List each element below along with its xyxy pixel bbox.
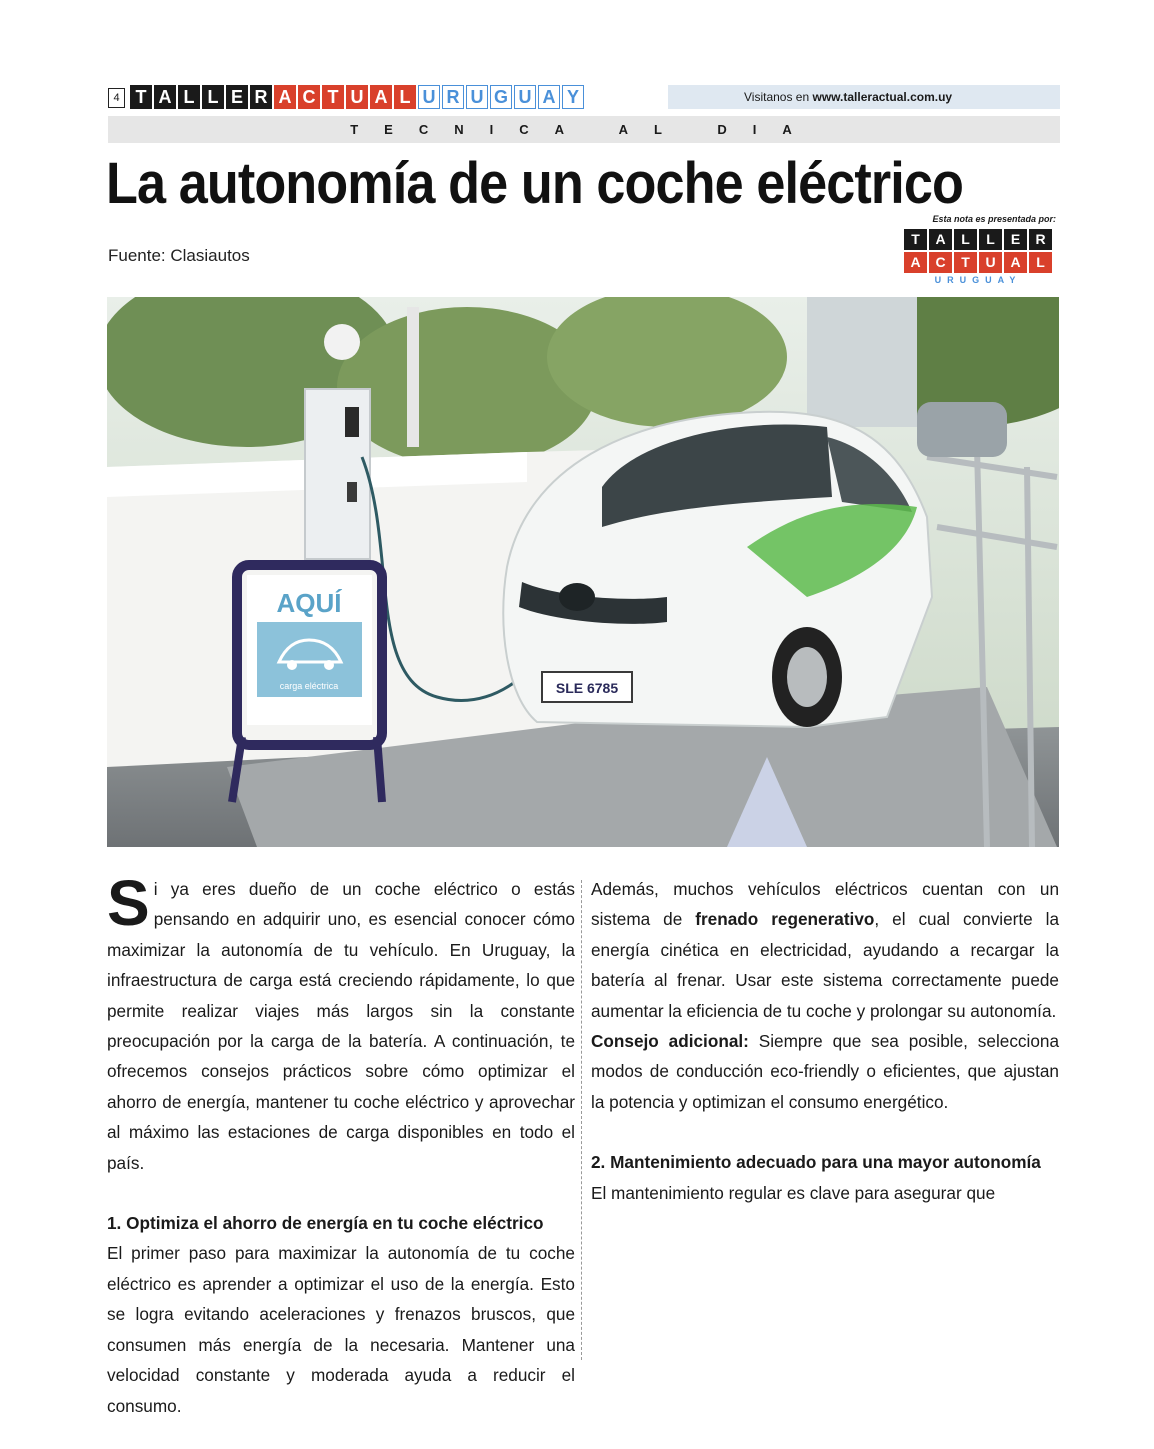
sponsor-logo-letter: L	[954, 229, 977, 250]
tip-text: Siempre que sea posible, selecciona modos de conducción eco-friendly o eficientes, que ajustan la potencia y optimizan el consumo energético.	[591, 1031, 1059, 1112]
sponsor-logo-letter: A	[929, 229, 952, 250]
sponsor-logo-letter: C	[929, 252, 952, 273]
tip-label: Consejo adicional:	[591, 1031, 749, 1052]
regen-bold: frenado regenerativo	[695, 909, 875, 930]
sponsor-logo-row	[900, 252, 1056, 273]
brand-letter: T	[322, 85, 344, 109]
sponsor-logo-letter: U	[979, 252, 1002, 273]
website-link[interactable]: www.talleractual.com.uy	[812, 90, 953, 104]
section1-heading: 1. Optimiza el ahorro de energía en tu coche eléctrico	[107, 1213, 544, 1234]
sponsor-logo-row	[900, 229, 1056, 250]
article-source: Fuente: Clasiautos	[108, 246, 250, 265]
website-banner	[668, 85, 1060, 109]
brand-letter: R	[442, 85, 464, 109]
sponsor-caption: Esta nota es presentada por:	[932, 214, 1056, 224]
section2-heading: 2. Mantenimiento adecuado para una mayor autonomía	[591, 1152, 1041, 1173]
brand-letter: E	[226, 85, 248, 109]
sponsor-logo-letter: T	[904, 229, 927, 250]
sponsor-block	[900, 214, 1056, 285]
sponsor-logo-letter: T	[954, 252, 977, 273]
brand-letter: A	[274, 85, 296, 109]
sign-text: AQUÍ	[276, 588, 342, 618]
brand-letter: Y	[562, 85, 584, 109]
article-column-right	[591, 874, 1059, 1208]
brand-letter: U	[346, 85, 368, 109]
license-plate: SLE 6785	[555, 680, 619, 696]
sponsor-logo-letter: L	[1029, 252, 1052, 273]
article-headline: La autonomía de un coche eléctrico	[106, 151, 964, 216]
section2-paragraph: El mantenimiento regular es clave para asegurar que	[591, 1182, 996, 1203]
regen-text-b: , el cual convierte la energía cinética en electricidad, ayudando a recargar la batería al frenar. Usar este sistema correctamente puede aumentar la eficiencia de tu coche y prolongar su autonomía.	[591, 909, 1060, 1021]
brand-letter: R	[250, 85, 272, 109]
sponsor-logo-letter: A	[904, 252, 927, 273]
brand-letter: A	[538, 85, 560, 109]
brand-letter: U	[514, 85, 536, 109]
brand-letter: A	[370, 85, 392, 109]
visit-prefix: Visitanos en	[744, 90, 810, 104]
brand-letter: L	[394, 85, 416, 109]
brand-letter: C	[298, 85, 320, 109]
sponsor-logo-subtitle: URUGUAY	[934, 275, 1022, 285]
brand-logo	[130, 85, 584, 109]
sponsor-logo-letter: A	[1004, 252, 1027, 273]
section-title: TECNICA AL DIA	[108, 116, 1060, 143]
intro-paragraph	[107, 867, 575, 1178]
article-column-left	[107, 867, 575, 1421]
sponsor-logo-letter: R	[1029, 229, 1052, 250]
sponsor-logo-letter: E	[1004, 229, 1027, 250]
brand-letter: U	[418, 85, 440, 109]
brand-letter: L	[202, 85, 224, 109]
brand-letter: T	[130, 85, 152, 109]
regen-text-a: Además, muchos vehículos eléctricos cuentan con un sistema de	[591, 879, 1059, 930]
column-divider	[581, 880, 582, 1360]
brand-letter: G	[490, 85, 512, 109]
article-photo	[107, 297, 1059, 847]
sign-caption: carga eléctrica	[279, 681, 339, 691]
brand-letter: U	[466, 85, 488, 109]
brand-letter: A	[154, 85, 176, 109]
masthead	[108, 85, 1060, 111]
section1-paragraph: El primer paso para maximizar la autonomía de tu coche eléctrico es aprender a optimizar el uso de la energía. Esto se logra evitando aceleraciones y frenazos bruscos, que consumen más energía de la necesaria. Mantener una velocidad constante y moderada ayuda a reducir el consumo.	[107, 1243, 575, 1416]
page-number: 4	[108, 88, 125, 108]
intro-text: i ya eres dueño de un coche eléctrico o estás pensando en adquirir uno, es esencial conocer cómo maximizar la autonomía de tu vehículo. En Uruguay, la infraestructura de carga está creciendo rápidamente, lo que permite realizar viajes más largos sin la constante preocupación por la carga de la batería. A continuación, te ofrecemos consejos prácticos sobre cómo optimizar el ahorro de energía, mantener tu coche eléctrico y aprovechar al máximo las estaciones de carga disponibles en todo el país.	[107, 879, 575, 1173]
sponsor-logo-letter: L	[979, 229, 1002, 250]
dropcap: S	[107, 867, 150, 939]
regenerative-paragraph	[591, 874, 1059, 1026]
tip-paragraph	[591, 1026, 1059, 1117]
brand-letter: L	[178, 85, 200, 109]
